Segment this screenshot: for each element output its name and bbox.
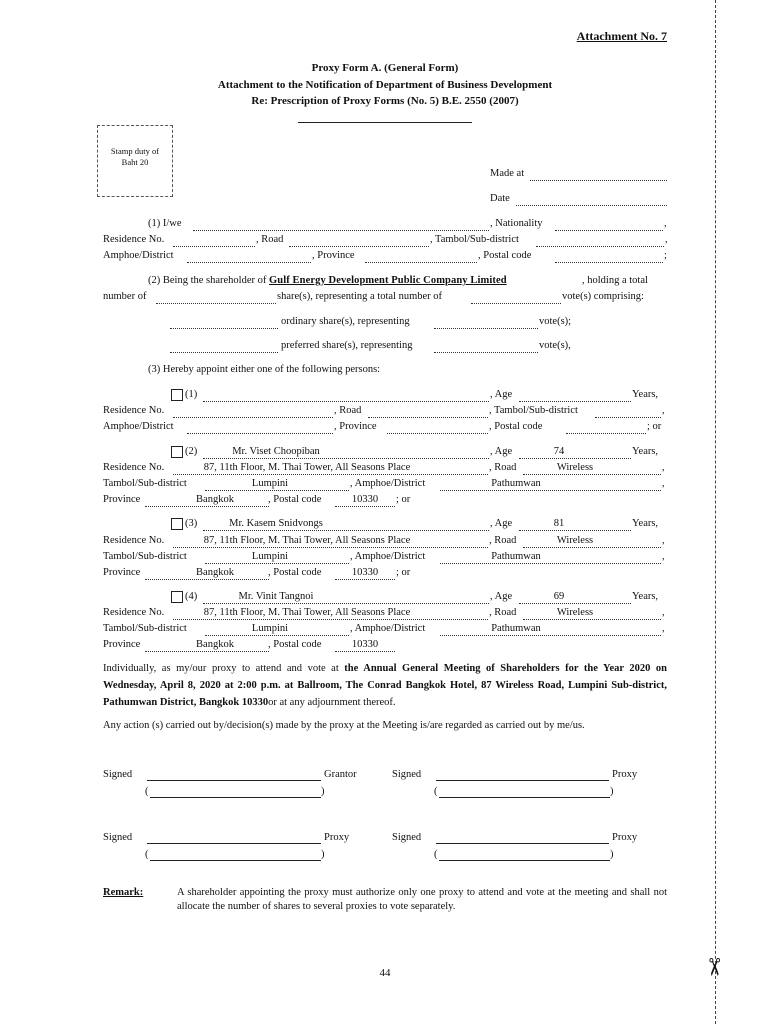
meeting-lead: Individually, as my/our proxy to attend and vote at [103,663,345,674]
proxy-1-tambol-field[interactable] [595,406,661,418]
proxy-1-name-field[interactable] [203,390,489,402]
form-subtitle: Attachment to the Notification of Department of Business Development [217,79,553,91]
province-label: Province [103,639,141,650]
postal-label: , Postal code [268,494,322,505]
appoint-label: (3) Hereby appoint either one of the following persons: [148,364,381,375]
remark-label: Remark: [103,887,144,898]
comma: , [662,405,665,416]
proxy-1-age-field[interactable] [519,390,631,402]
residence-label: Residence No. [103,607,165,618]
signed-label: Signed [103,832,133,843]
proxy-4-checkbox[interactable] [171,591,183,603]
tambol-label: , Tambol/Sub-district [430,234,519,245]
close-paren: ) [321,849,325,860]
comma: , [662,478,665,489]
comma: , [665,234,668,245]
proxy-2-number: (2) [185,446,198,457]
ordinary-label: ordinary share(s), representing [281,316,410,327]
age-label: , Age [490,591,513,602]
holding-label: , holding a total [582,275,648,286]
proxy-2-amphoe: Pathumwan [491,478,541,489]
proxy-4-age: 69 [553,591,565,602]
proxy-4-residence: 87, 11th Floor, M. Thai Tower, All Seasons Place [203,607,411,618]
signed-label: Signed [392,769,422,780]
proxy-2-name: Mr. Viset Choopiban [232,446,320,457]
preferred-votes-field[interactable] [434,341,538,353]
made-at-label: Made at [490,168,525,179]
stamp-text-1: Stamp duty of [110,146,160,156]
remark-text: A shareholder appointing the proxy must authorize only one proxy to attend and vote at the meeting and shall not allocate the number of shares to several proxies to vote separately. [177,887,667,912]
title-divider [298,122,472,123]
proxy-label: Proxy [324,832,350,843]
proxy-2-tambol: Lumpini [251,478,289,489]
votes-comprising-label: vote(s) comprising: [562,291,644,302]
proxy-name-line-1[interactable] [439,786,610,798]
road-label: , Road [489,535,517,546]
proxy-1-residence-field[interactable] [173,406,333,418]
comma: , [662,535,665,546]
proxy-3-road: Wireless [556,535,594,546]
ordinary-shares-field[interactable] [170,317,278,329]
proxy-4-province: Bangkok [196,639,234,650]
proxy-signature-line-1[interactable] [436,769,609,781]
proxy-2-postal: 10330 [351,494,379,505]
stamp-duty-box [97,125,173,197]
road-label: , Road [256,234,284,245]
semicolon: ; [664,250,667,261]
date-field[interactable] [516,194,667,206]
votes-label: vote(s), [539,340,571,351]
road-label: , Road [489,462,517,473]
postal-label: , Postal code [489,421,543,432]
proxy-name-line-2[interactable] [150,849,321,861]
residence-label: Residence No. [103,535,165,546]
proxy-4-postal: 10330 [351,639,379,650]
ordinary-votes-field[interactable] [434,317,538,329]
residence-field[interactable] [173,235,255,247]
grantor-label: Grantor [324,769,357,780]
amphoe-label: Amphoe/District [103,421,174,432]
proxy-4-tambol: Lumpini [251,623,289,634]
road-label: , Road [489,607,517,618]
name-field[interactable] [193,219,489,231]
total-shares-field[interactable] [156,292,276,304]
province-label: , Province [334,421,377,432]
nationality-label: , Nationality [490,218,543,229]
preferred-label: preferred share(s), representing [281,340,413,351]
postal-label: , Postal code [268,567,322,578]
proxy-2-province: Bangkok [196,494,234,505]
comma: , [662,551,665,562]
proxy-2-checkbox[interactable] [171,446,183,458]
proxy-1-checkbox[interactable] [171,389,183,401]
nationality-field[interactable] [555,219,663,231]
company-name: Gulf Energy Development Public Company Limited [269,275,507,286]
proxy-1-province-field[interactable] [387,422,488,434]
page-number: 44 [379,967,391,979]
preferred-shares-field[interactable] [170,341,278,353]
postal-label: , Postal code [268,639,322,650]
age-label: , Age [490,518,513,529]
amphoe-label: Amphoe/District [103,250,174,261]
made-at-field[interactable] [530,169,667,181]
open-paren: ( [434,786,438,797]
number-of-label: number of [103,291,147,302]
road-label: , Road [334,405,362,416]
open-paren: ( [434,849,438,860]
proxy-3-amphoe: Pathumwan [491,551,541,562]
form-title: Proxy Form A. (General Form) [311,62,459,74]
proxy-3-checkbox[interactable] [171,518,183,530]
proxy-3-province: Bangkok [196,567,234,578]
residence-label: Residence No. [103,405,165,416]
proxy-label: Proxy [612,832,638,843]
proxy-4-number: (4) [185,591,198,602]
proxy-signature-line-3[interactable] [436,832,609,844]
proxy-3-postal: 10330 [351,567,379,578]
proxy-label: Proxy [612,769,638,780]
tambol-label: , Tambol/Sub-district [489,405,578,416]
proxy-2-residence: 87, 11th Floor, M. Thai Tower, All Seasons Place [203,462,411,473]
years-label: Years, [632,518,659,529]
postal-field[interactable] [555,251,663,263]
tambol-field[interactable] [536,235,664,247]
shareholder-label: (2) Being the shareholder of [148,275,267,286]
attachment-number: Attachment No. 7 [576,29,667,43]
signed-label: Signed [392,832,422,843]
meeting-tail: or at any adjournment thereof. [268,697,396,708]
amphoe-label: , Amphoe/District [350,623,426,634]
proxy-1-postal-field[interactable] [566,422,646,434]
close-paren: ) [321,786,325,797]
comma: , [662,462,665,473]
date-label: Date [490,193,510,204]
tambol-label: Tambol/Sub-district [103,551,187,562]
proxy-1-amphoe-field[interactable] [187,422,333,434]
residence-label: Residence No. [103,462,165,473]
or-label: ; or [396,567,411,578]
comma: , [662,623,665,634]
proxy-4-road: Wireless [556,607,594,618]
age-label: , Age [490,446,513,457]
open-paren: ( [145,786,149,797]
shares-representing-label: share(s), representing a total number of [277,291,443,302]
province-label: Province [103,494,141,505]
province-field[interactable] [365,251,477,263]
proxy-3-tambol: Lumpini [251,551,289,562]
proxy-name-line-3[interactable] [439,849,610,861]
tambol-label: Tambol/Sub-district [103,478,187,489]
grantor-name-line[interactable] [150,786,321,798]
age-label: , Age [490,389,513,400]
meeting-paragraph [103,660,667,711]
proxy-3-age: 81 [553,518,565,529]
meeting-details: the Annual General Meeting of Shareholders for the Year 2020 on Wednesday, April 8, 2020 at 2:00 p.m. at Ballroom, The Conrad Bangkok Hotel, 87 Wireless Road, Lumpini Sub-district, Pathumwan District, Bangkok 10330 [103,663,667,708]
residence-label: Residence No. [103,234,165,245]
votes-label: vote(s); [539,316,572,327]
cut-line [715,0,716,1024]
proxy-3-number: (3) [185,518,198,529]
close-paren: ) [610,786,614,797]
comma: , [662,607,665,618]
proxy-3-name: Mr. Kasem Snidvongs [229,518,323,529]
comma: , [664,218,667,229]
road-field[interactable] [289,235,429,247]
proxy-4-name: Mr. Vinit Tangnoi [238,591,314,602]
province-label: Province [103,567,141,578]
signed-label: Signed [103,769,133,780]
amphoe-field[interactable] [187,251,311,263]
amphoe-label: , Amphoe/District [350,478,426,489]
amphoe-label: , Amphoe/District [350,551,426,562]
proxy-1-number: (1) [185,389,198,400]
or-label: ; or [647,421,662,432]
form-reference: Re: Prescription of Proxy Forms (No. 5) B.E. 2550 (2007) [251,95,519,107]
proxy-4-amphoe: Pathumwan [491,623,541,634]
close-paren: ) [610,849,614,860]
open-paren: ( [145,849,149,860]
years-label: Years, [632,389,659,400]
proxy-1-road-field[interactable] [368,406,488,418]
stamp-text-2: Baht 20 [121,157,149,167]
proxy-signature-line-2[interactable] [147,832,321,844]
tambol-label: Tambol/Sub-district [103,623,187,634]
years-label: Years, [632,591,659,602]
proxy-2-road: Wireless [556,462,594,473]
or-label: ; or [396,494,411,505]
proxy-2-age: 74 [553,446,565,457]
iwe-label: (1) I/we [148,218,182,229]
total-votes-field[interactable] [471,292,561,304]
action-statement: Any action (s) carried out by/decision(s) made by the proxy at the Meeting is/are regarded as carried out by me/us. [103,720,585,731]
province-label: , Province [312,250,355,261]
grantor-signature-line[interactable] [147,769,321,781]
scissors-icon: ✂ [700,956,729,978]
years-label: Years, [632,446,659,457]
postal-label: , Postal code [478,250,532,261]
proxy-3-residence: 87, 11th Floor, M. Thai Tower, All Seasons Place [203,535,411,546]
